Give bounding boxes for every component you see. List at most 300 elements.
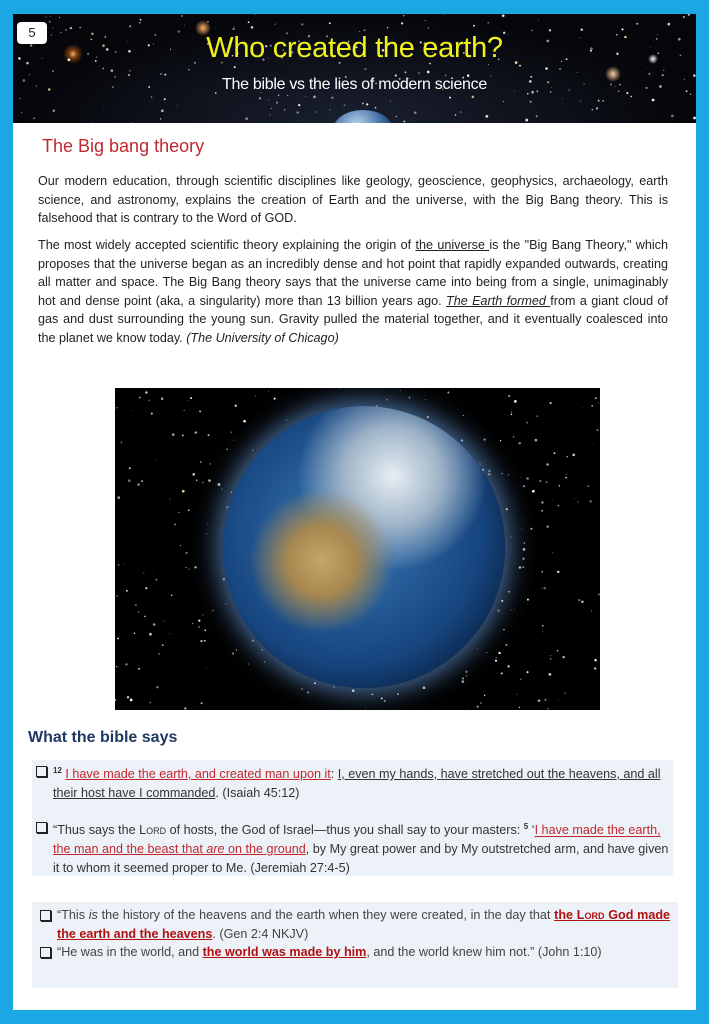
star (390, 101, 391, 102)
star (160, 118, 161, 119)
star (506, 508, 508, 510)
star (315, 111, 316, 112)
star (130, 699, 133, 702)
star (449, 97, 451, 99)
star (234, 440, 235, 441)
star (111, 69, 114, 72)
page-number: 5 (17, 22, 47, 44)
star (210, 98, 211, 99)
star (365, 707, 366, 708)
star (562, 99, 563, 100)
star (192, 473, 195, 476)
star (190, 397, 192, 399)
star (116, 407, 117, 408)
star (541, 571, 542, 572)
star (683, 16, 685, 18)
star (503, 629, 504, 630)
star (156, 579, 158, 581)
star (500, 440, 501, 441)
star (207, 523, 208, 524)
star (557, 571, 559, 573)
star (144, 616, 146, 618)
star (462, 680, 465, 683)
star (362, 103, 364, 105)
star (396, 116, 397, 117)
star (574, 498, 575, 499)
star (296, 111, 299, 114)
star (542, 625, 544, 627)
star (527, 671, 529, 673)
star (151, 96, 152, 97)
star (671, 115, 674, 118)
underlined-text: The Earth formed (446, 293, 551, 308)
star (518, 442, 521, 445)
star (149, 633, 152, 636)
star (552, 552, 553, 553)
highlight-text: on the ground (224, 842, 306, 857)
star (188, 69, 190, 71)
star (559, 485, 561, 487)
star (630, 96, 632, 98)
text: , and the world knew him not.” (John 1:10) (366, 945, 602, 960)
star (184, 25, 185, 26)
star (596, 429, 598, 431)
star (523, 485, 525, 487)
star (423, 686, 426, 689)
star (589, 500, 591, 502)
star (251, 26, 254, 29)
star (135, 604, 137, 606)
text: : (330, 767, 338, 782)
star (667, 23, 670, 26)
text: “This (57, 908, 89, 922)
star (181, 15, 183, 17)
star (566, 456, 567, 457)
star (52, 27, 53, 28)
star (248, 21, 250, 23)
verse-item (36, 818, 669, 877)
star (141, 480, 143, 482)
star (174, 524, 176, 526)
star (381, 697, 383, 699)
text: “Thus says the (53, 823, 140, 838)
text: is the "Big Bang Theory," which proposes that the universe began as an incredibly dense and hot point that rapidly expanded outwards, creating all matter and space. The Big Bang theory says that the universe came into being from a single, unimaginably hot and dense point (aka, a singularity) more than 13 billion years ago. (38, 238, 668, 308)
star (548, 708, 549, 709)
star (530, 101, 532, 103)
star (156, 686, 158, 688)
star (562, 656, 564, 658)
star (688, 14, 690, 16)
star (137, 483, 140, 486)
star (117, 638, 119, 640)
text: the history of the heavens and the earth when they were created, in the day that (97, 908, 555, 922)
star (577, 501, 578, 502)
star (543, 587, 546, 590)
checkbox-icon (40, 910, 51, 921)
star (145, 587, 147, 589)
star (366, 103, 368, 105)
star (544, 699, 546, 701)
star (50, 16, 51, 17)
star (473, 25, 475, 27)
star (204, 629, 206, 631)
star (523, 548, 526, 551)
star (505, 644, 507, 646)
star (401, 22, 403, 24)
star (484, 695, 486, 697)
star (116, 666, 117, 667)
text: . (Isaiah 45:12) (215, 785, 300, 800)
star (456, 431, 457, 432)
star (596, 107, 598, 109)
star (151, 413, 153, 415)
star (269, 114, 270, 115)
star (519, 707, 520, 708)
star (202, 482, 203, 483)
star (409, 397, 411, 399)
star (102, 68, 104, 70)
star (245, 117, 248, 120)
star (129, 25, 131, 27)
star (427, 416, 429, 418)
verse-box-2 (32, 902, 678, 988)
star (565, 477, 567, 479)
star (549, 402, 551, 404)
star (572, 454, 575, 457)
star (480, 702, 481, 703)
star (455, 114, 456, 115)
star (180, 545, 181, 546)
star (541, 510, 543, 512)
star (194, 566, 196, 568)
star (526, 477, 529, 480)
star (161, 398, 163, 400)
star (278, 94, 280, 96)
star (140, 19, 142, 21)
star (169, 633, 170, 634)
star (594, 667, 596, 669)
text: , by My great power and by My outstretched arm, and have given it to whom it seemed proper to Me. (Jeremiah 27:4-5) (53, 842, 669, 875)
star (275, 24, 276, 25)
star (184, 410, 185, 411)
star (198, 626, 200, 628)
text: Lord (139, 823, 167, 838)
star (200, 461, 202, 463)
star (268, 100, 269, 101)
star (371, 694, 373, 696)
star (210, 463, 211, 464)
star (268, 391, 269, 392)
star (418, 72, 420, 74)
star (329, 109, 330, 110)
star (546, 525, 548, 527)
star (145, 391, 147, 393)
star (652, 99, 655, 102)
verse-number: 5 (523, 822, 529, 832)
star (511, 546, 512, 547)
star (375, 107, 377, 109)
star (521, 477, 522, 478)
star (592, 109, 593, 110)
text: The most widely accepted scientific theory explaining the origin of (38, 238, 416, 252)
star (125, 564, 126, 565)
underlined-text: I, even my hands, have stretched out the heavens, and all their host have I commanded (53, 767, 661, 800)
star (138, 668, 140, 670)
star (352, 689, 354, 691)
text: of hosts, the God of Israel—thus you shall say to your masters: (166, 823, 524, 838)
banner-title: Who created the earth? (206, 32, 503, 64)
star (511, 414, 512, 415)
star (199, 410, 201, 412)
text: “He was in the world, and (57, 945, 203, 960)
star (208, 434, 210, 436)
star (477, 705, 479, 707)
star (495, 657, 496, 658)
starfield-image (13, 14, 696, 123)
star (231, 492, 232, 493)
star (172, 433, 175, 436)
star (248, 663, 249, 664)
star (206, 533, 207, 534)
star (264, 661, 265, 662)
star (301, 688, 303, 690)
star (503, 101, 504, 102)
star (329, 22, 331, 24)
star (192, 623, 193, 624)
star (384, 700, 386, 702)
paragraph-intro: Our modern education, through scientific disciplines like geology, geoscience, geophysics, archaeology, earth science, and astronomy, explains the creation of Earth and the universe, with the Big Bang theory. This is falsehood that is contrary to the Word of GOD. (38, 174, 668, 226)
star (636, 23, 638, 25)
star (646, 68, 647, 69)
star (314, 682, 316, 684)
star (331, 97, 333, 99)
star (581, 601, 583, 603)
star (502, 14, 505, 17)
star (564, 693, 565, 694)
section-title: The Big bang theory (42, 136, 205, 156)
star (530, 528, 532, 530)
star (132, 410, 133, 411)
star (171, 595, 173, 597)
star (536, 115, 538, 117)
star (202, 615, 203, 616)
star (386, 399, 388, 401)
star (129, 467, 131, 469)
star (33, 117, 35, 119)
verse-item (36, 762, 669, 802)
star (539, 480, 541, 482)
star (591, 610, 592, 611)
star (544, 652, 545, 653)
star (545, 67, 547, 69)
star (598, 403, 599, 404)
star (195, 431, 197, 433)
star (578, 599, 580, 601)
verse-box-1 (32, 760, 673, 876)
star (185, 552, 187, 554)
star (287, 95, 288, 96)
star (427, 71, 430, 74)
star (59, 17, 60, 18)
star (526, 422, 528, 424)
banner-subtitle: The bible vs the lies of modern science (222, 76, 487, 93)
star (215, 28, 216, 29)
star (511, 610, 512, 611)
star (472, 96, 474, 98)
star (479, 463, 480, 464)
star (204, 640, 206, 642)
star (128, 479, 131, 482)
star (118, 564, 120, 566)
star (182, 434, 184, 436)
star (536, 415, 538, 417)
star (649, 73, 651, 75)
star (126, 590, 128, 592)
star (261, 649, 262, 650)
star (552, 500, 553, 501)
star (466, 675, 467, 676)
star (158, 653, 160, 655)
star (45, 16, 46, 17)
star (403, 15, 405, 17)
star (693, 117, 696, 120)
star (284, 109, 286, 111)
star (179, 512, 180, 513)
star (428, 27, 429, 28)
star (153, 574, 154, 575)
star (259, 97, 261, 99)
star (488, 22, 489, 23)
star (488, 473, 491, 476)
star (160, 73, 162, 75)
star (573, 114, 574, 115)
star (232, 28, 234, 30)
star (252, 449, 254, 451)
star (535, 439, 538, 442)
star (92, 122, 93, 123)
star (162, 644, 164, 646)
star (485, 115, 488, 118)
star (414, 111, 416, 113)
star (663, 70, 664, 71)
text: . (Gen 2:4 NKJV) (212, 926, 309, 941)
star (115, 699, 116, 701)
star (187, 400, 188, 401)
underlined-text: the universe (415, 238, 490, 252)
star (538, 699, 541, 702)
star (501, 672, 503, 674)
verse-item (40, 906, 670, 943)
star (235, 405, 237, 407)
star (425, 20, 426, 21)
star (477, 648, 478, 649)
star (65, 29, 67, 31)
text: is (88, 908, 98, 922)
star (200, 640, 202, 642)
star (513, 436, 515, 438)
star (212, 112, 213, 113)
star (387, 27, 388, 28)
star (522, 529, 523, 530)
star (164, 98, 166, 100)
star (522, 558, 524, 560)
star (511, 536, 512, 537)
star (196, 479, 197, 480)
star (598, 594, 600, 596)
star (577, 72, 578, 73)
star (234, 26, 235, 27)
star (525, 119, 528, 122)
star (206, 668, 207, 669)
verse-item (40, 943, 670, 962)
star (125, 663, 127, 665)
star (542, 631, 543, 632)
star (508, 591, 510, 593)
star (461, 439, 463, 441)
star (527, 603, 528, 604)
star (198, 619, 200, 621)
star (557, 650, 559, 652)
star (132, 122, 133, 123)
star (223, 578, 226, 581)
earth-image (115, 388, 600, 710)
highlight-text: are (206, 842, 225, 857)
star (225, 603, 226, 604)
star (344, 104, 346, 106)
star (129, 70, 131, 72)
bible-heading: What the bible says (28, 729, 178, 746)
globe (223, 406, 505, 688)
star (403, 120, 405, 122)
star (593, 443, 594, 444)
star (550, 658, 552, 660)
star (49, 21, 51, 23)
star (298, 104, 300, 106)
star (182, 490, 185, 493)
star (243, 420, 246, 423)
star (271, 108, 272, 109)
star (460, 111, 462, 113)
star (307, 691, 309, 693)
star (127, 696, 129, 698)
star (468, 705, 469, 706)
star (559, 68, 561, 70)
highlight-text: the world was made by him (202, 945, 367, 960)
star (305, 96, 306, 97)
star (397, 693, 399, 695)
star (554, 452, 556, 454)
highlight-text: Lord (576, 908, 605, 922)
star (236, 649, 237, 650)
highlight-text: I have made the earth, the man and the beast that (53, 823, 661, 857)
star (621, 28, 623, 30)
star (501, 473, 503, 475)
star (217, 515, 218, 516)
star (201, 702, 203, 704)
star (483, 438, 485, 440)
star (501, 600, 503, 602)
star (508, 474, 509, 475)
star (527, 599, 529, 601)
star (598, 100, 600, 102)
star (495, 660, 497, 662)
star (188, 509, 190, 511)
star (465, 671, 467, 673)
star (230, 431, 232, 433)
star (514, 609, 515, 610)
star (20, 98, 21, 99)
star (516, 694, 517, 695)
